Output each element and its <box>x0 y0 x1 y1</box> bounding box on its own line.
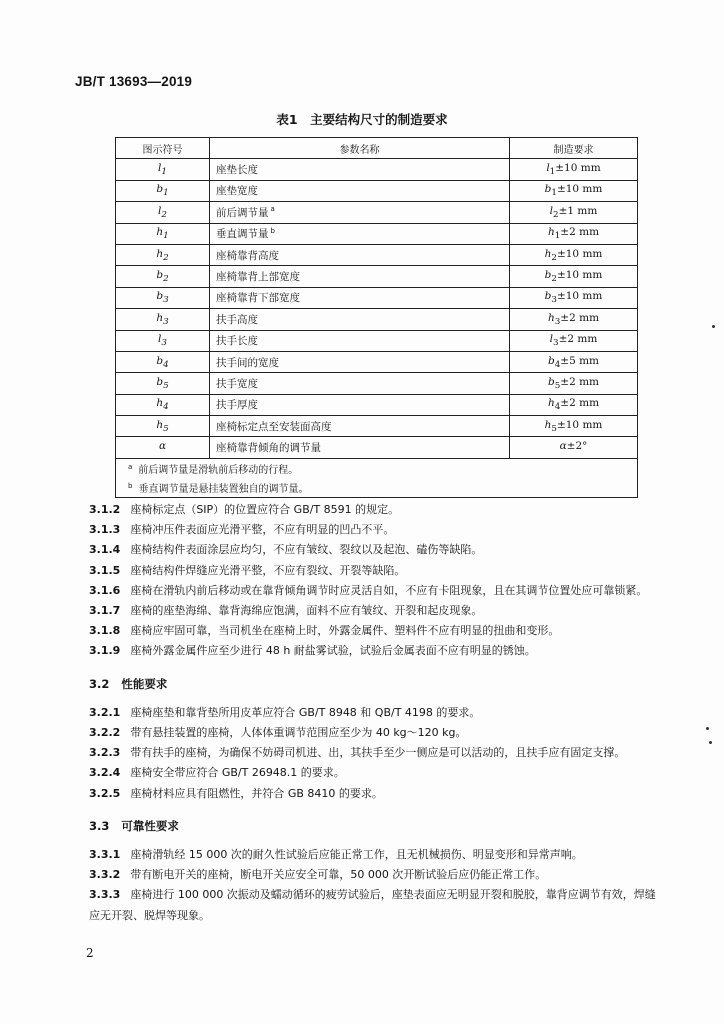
clause-number: 3.1.3 <box>89 523 121 537</box>
clause-number: 3.1.2 <box>89 503 121 516</box>
clause-text: 座椅在滑轨内前后移动或在靠背倾角调节时应灵活自如，不应有卡阻现象，且在其调节位置处应可靠锁紧。 <box>130 583 648 597</box>
table-row <box>116 244 638 265</box>
table-row <box>116 287 638 308</box>
clause-text: 座椅结构件表面涂层应均匀，不应有皱纹、裂纹以及起泡、磕伤等缺陷。 <box>130 543 483 557</box>
parameter-name-cell: 前后调节量 $^a$ <box>210 202 510 223</box>
clause-number: 3.2.3 <box>89 746 121 760</box>
symbol-cell: $b_1$ <box>116 180 210 201</box>
clause-text: 带有扶手的座椅，为确保不妨碍司机进、出，其扶手至少一侧应是可以活动的，且扶手应有固定支撑。 <box>130 746 626 760</box>
requirement-cell: $b_1\pm 10$ mm <box>510 180 638 201</box>
requirement-cell: $l_2\pm 1$ mm <box>510 202 638 223</box>
parameter-name-cell: 垂直调节量 $^b$ <box>210 223 510 244</box>
clause-number: 3.1.9 <box>89 644 121 658</box>
clause-paragraph <box>89 784 656 804</box>
table-row <box>116 330 638 351</box>
clause-number: 3.2.2 <box>89 726 121 740</box>
table-row <box>116 437 638 458</box>
symbol-cell: α <box>116 437 210 458</box>
table-header-row <box>116 138 638 159</box>
clause-number: 3.2.4 <box>89 766 121 780</box>
clause-number: 3.3.2 <box>89 868 121 882</box>
parameter-name-cell: 扶手间的宽度 <box>210 351 510 372</box>
clause-number: 3.1.5 <box>89 563 121 577</box>
clause-number: 3.2.5 <box>89 786 121 800</box>
table-row <box>116 394 638 415</box>
clause-paragraph <box>89 621 656 641</box>
clause-number: 3.1.8 <box>89 624 121 638</box>
table-row <box>116 416 638 437</box>
clause-text: 座椅材料应具有阻燃性，并符合 GB 8410 的要求。 <box>130 786 383 800</box>
section-heading-3-3: 3.3 可靠性要求 <box>89 818 179 833</box>
requirement-cell: $h_5\pm 10$ mm <box>510 416 638 437</box>
section-heading-3-2: 3.2 性能要求 <box>89 676 168 691</box>
requirement-cell: $b_5\pm 2$ mm <box>510 373 638 394</box>
table-row <box>116 202 638 223</box>
parameter-name-cell: 座椅靠背倾角的调节量 <box>210 437 510 458</box>
symbol-cell: $b_5$ <box>116 373 210 394</box>
symbol-cell: $b_3$ <box>116 287 210 308</box>
parameter-name-cell: 座椅靠背下部宽度 <box>210 287 510 308</box>
symbol-cell: $l_3$ <box>116 330 210 351</box>
clause-paragraph <box>89 885 656 925</box>
requirement-cell: $h_3\pm 2$ mm <box>510 309 638 330</box>
clause-paragraph <box>89 763 656 783</box>
parameter-name-cell: 扶手长度 <box>210 330 510 351</box>
table-footnote: $^b$ 垂直调节量是悬挂装置独自的调节量。 <box>116 478 638 498</box>
clause-text: 座椅的座垫海绵、靠背海绵应饱满，面料不应有皱纹、开裂和起皮现象。 <box>130 604 483 618</box>
requirement-cell: $h_4\pm 2$ mm <box>510 394 638 415</box>
parameter-name-cell: 座椅靠背高度 <box>210 244 510 265</box>
symbol-cell: $h_2$ <box>116 244 210 265</box>
symbol-cell: $h_1$ <box>116 223 210 244</box>
symbol-cell: $h_3$ <box>116 309 210 330</box>
symbol-cell: $h_5$ <box>116 416 210 437</box>
clause-paragraph <box>89 500 656 520</box>
clause-number: 3.3.1 <box>89 848 121 862</box>
requirement-cell: $b_4\pm 5$ mm <box>510 351 638 372</box>
table-row <box>116 373 638 394</box>
clause-text: 座椅标定点（SIP）的位置应符合 GB/T 8591 的规定。 <box>130 503 400 516</box>
page-number: 2 <box>86 946 94 960</box>
column-header: 图示符号 <box>116 138 210 159</box>
spec-table <box>115 137 638 498</box>
symbol-cell: $l_2$ <box>116 202 210 223</box>
table-row <box>116 223 638 244</box>
clause-text: 座椅应牢固可靠，当司机坐在座椅上时，外露金属件、塑料件不应有明显的扭曲和变形。 <box>130 624 560 638</box>
column-header: 参数名称 <box>210 138 510 159</box>
table-row <box>116 351 638 372</box>
clause-text: 座椅结构件焊缝应光滑平整，不应有裂纹、开裂等缺陷。 <box>130 563 406 577</box>
clause-paragraph <box>89 540 656 560</box>
clause-paragraph <box>89 581 656 601</box>
clause-paragraph <box>89 743 656 763</box>
clause-text: 座椅外露金属件应至少进行 48 h 耐盐雾试验，试验后金属表面不应有明显的锈蚀。 <box>130 644 536 658</box>
symbol-cell: $h_4$ <box>116 394 210 415</box>
table-footnote-row <box>116 478 638 498</box>
clause-paragraph <box>89 520 656 540</box>
table-footnote-row <box>116 458 638 478</box>
clause-paragraph <box>89 561 656 581</box>
parameter-name-cell: 座垫长度 <box>210 159 510 180</box>
clause-paragraph <box>89 703 656 723</box>
clause-text: 座椅座垫和靠背垫所用皮革应符合 GB/T 8948 和 QB/T 4198 的要求。 <box>130 705 481 719</box>
clause-text: 座椅冲压件表面应光滑平整，不应有明显的凹凸不平。 <box>130 523 395 537</box>
clause-number: 3.1.7 <box>89 604 121 618</box>
table-footnote: $^a$ 前后调节量是滑轨前后移动的行程。 <box>116 458 638 478</box>
symbol-cell: $l_1$ <box>116 159 210 180</box>
clause-text: 座椅滑轨经 15 000 次的耐久性试验后应能正常工作，且无机械损伤、明显变形和异常声响。 <box>130 848 583 862</box>
standard-code: JB/T 13693—2019 <box>75 74 193 89</box>
requirement-cell: α±2° <box>510 437 638 458</box>
symbol-cell: $b_2$ <box>116 266 210 287</box>
clause-paragraph <box>89 845 656 865</box>
requirement-cell: $h_1\pm 2$ mm <box>510 223 638 244</box>
parameter-name-cell: 扶手宽度 <box>210 373 510 394</box>
body-text <box>89 500 656 926</box>
parameter-name-cell: 扶手高度 <box>210 309 510 330</box>
clause-text: 带有断电开关的座椅，断电开关应安全可靠，50 000 次开断试验后应仍能正常工作。 <box>130 868 547 882</box>
clause-text: 带有悬挂装置的座椅，人体体重调节范围应至少为 40 kg～120 kg。 <box>130 726 467 740</box>
parameter-name-cell: 座椅标定点至安装面高度 <box>210 416 510 437</box>
clause-paragraph <box>89 723 656 743</box>
requirement-cell: $b_3\pm 10$ mm <box>510 287 638 308</box>
scan-speck <box>712 325 715 328</box>
parameter-name-cell: 扶手厚度 <box>210 394 510 415</box>
clause-number: 3.3.3 <box>89 888 121 902</box>
clause-number: 3.1.4 <box>89 543 121 557</box>
symbol-cell: $b_4$ <box>116 351 210 372</box>
table-row <box>116 309 638 330</box>
requirement-cell: $b_2\pm 10$ mm <box>510 266 638 287</box>
clause-number: 3.1.6 <box>89 583 121 597</box>
requirement-cell: $h_2\pm 10$ mm <box>510 244 638 265</box>
requirement-cell: $l_3\pm 2$ mm <box>510 330 638 351</box>
clause-paragraph <box>89 641 656 661</box>
column-header: 制造要求 <box>510 138 638 159</box>
table-row <box>116 180 638 201</box>
table-title: 表1 主要结构尺寸的制造要求 <box>276 112 448 127</box>
clause-paragraph <box>89 865 656 885</box>
scan-speck <box>709 741 712 744</box>
table-row <box>116 159 638 180</box>
footnote-mark: a <box>270 205 275 214</box>
clause-number: 3.2.1 <box>89 705 121 719</box>
scan-speck <box>706 727 709 730</box>
parameter-name-cell: 座垫宽度 <box>210 180 510 201</box>
clause-text: 座椅安全带应符合 GB/T 26948.1 的要求。 <box>130 766 345 780</box>
clause-text: 座椅进行 100 000 次振动及蠕动循环的疲劳试验后，座垫表面应无明显开裂和脱胶，靠背应调节有效，焊缝应无开裂、脱焊等现象。 <box>89 888 656 922</box>
requirement-cell: $l_1\pm 10$ mm <box>510 159 638 180</box>
clause-paragraph <box>89 601 656 621</box>
table-row <box>116 266 638 287</box>
footnote-mark: b <box>270 226 275 235</box>
parameter-name-cell: 座椅靠背上部宽度 <box>210 266 510 287</box>
